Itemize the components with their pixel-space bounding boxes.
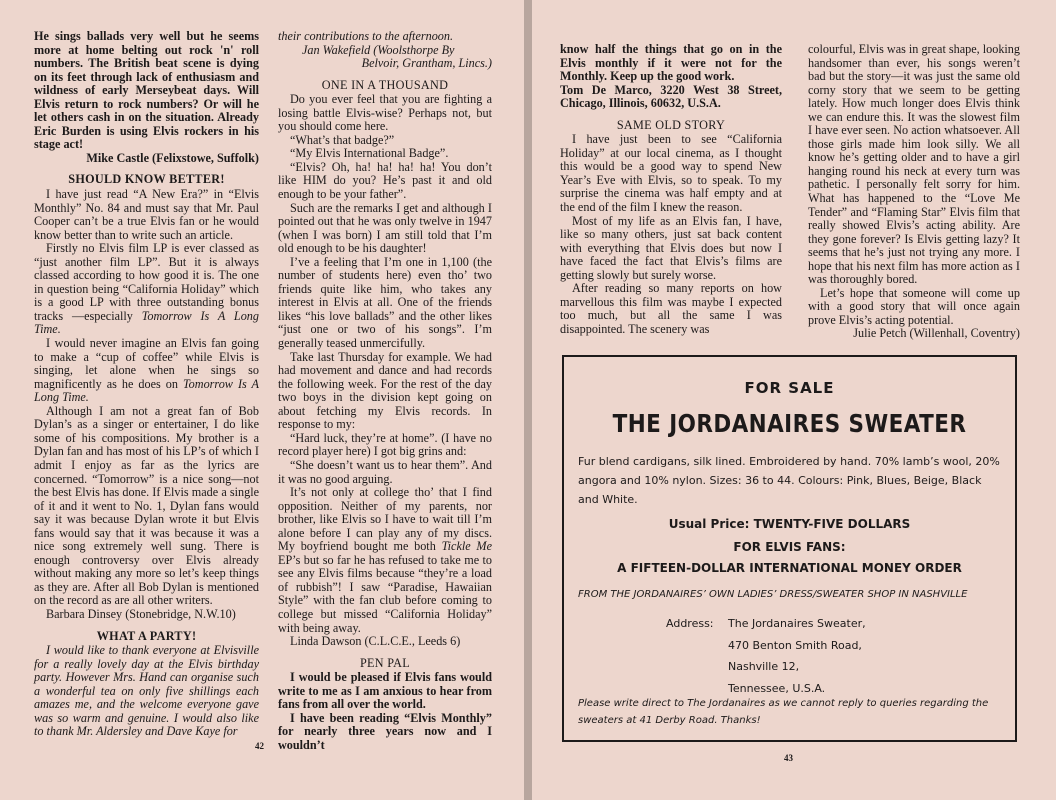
section-heading: PEN PAL <box>359 655 411 670</box>
ad-disclaimer: Please write direct to The Jordanaires as we cannot reply to queries regarding the sweaters at 41 Derby Road. Thanks! <box>578 698 989 726</box>
paragraph: Let’s hope that someone will come up with a good story that will once again prove Elvis’s acting potential. <box>808 285 1020 327</box>
paragraph: It’s not only at college tho’ that I find opposition. Neither of my parents, nor brother, like Elvis so I have to wait till I’m alone before I can play any of my discs. My boyfriend bought me both Tickle Me EP’s but so far he has refused to take me to see any Elvis films because “they’re a load of rubbish”! I saw “Paradise, Hawaiian Style” with the fan club before coming to college but missed “California Holiday” with being away. <box>278 485 492 635</box>
paragraph: I have been reading “Elvis Monthly” for nearly three years now and I wouldn’t <box>278 710 492 752</box>
ad-description: Fur blend cardigans, silk lined. Embroidered by hand. 70% lamb’s wool, 20% angora and 10% nylon. Sizes: 36 to 44. Colours: Pink, Blues, Beige, Black and White. <box>578 455 1000 506</box>
paragraph: know half the things that go on in the Elvis monthly if it were not for the Monthly. Keep up the good work. <box>560 42 782 84</box>
ad-offer: A FIFTEEN-DOLLAR INTERNATIONAL MONEY ORDER <box>617 561 962 575</box>
page-number: 43 <box>784 753 793 763</box>
page-number: 42 <box>255 741 264 751</box>
right-column-2 <box>808 43 1020 341</box>
letter-signature: Belvoir, Grantham, Lincs.) <box>361 56 492 71</box>
letter-signature: Julie Petch (Willenhall, Coventry) <box>853 326 1020 341</box>
paragraph: colourful, Elvis was in great shape, looking handsomer than ever, his songs weren’t bad but the story—it was just the same old corny story that we seem to be getting lately. How much longer does Elvis think we can endure this. It was the slowest film I have ever seen. No action whatsoever. All those girls made him look silly. We all know he’s getting older and to have a girl hanging round his neck at every turn was pathetic. I personally felt sorry for him. What has happened to the “Love Me Tender” and “Flaming Star” Elvis film that really showed Elvis’s acting ability. Are they gone forever? Is Elvis getting lazy? It seems that he’s just not trying any more. I hope that his next film has more action as I was thoroughly bored. <box>808 42 1020 287</box>
section-heading: ONE IN A THOUSAND <box>321 77 449 92</box>
letter-signature: Jan Wakefield (Woolsthorpe By <box>302 42 455 57</box>
paragraph: I would like to thank everyone at Elvisville for a really lovely day at the Elvis birthday party. However Mrs. Hand can organise such a wonderful tea on only five shillings each amazes me, and the welcome everyone gave was so warm and genuine. I would also like to thank Mr. Aldersley and Dave Kaye for <box>34 643 259 739</box>
paragraph: “She doesn’t want us to hear them”. And it was no good arguing. <box>278 457 492 486</box>
letter-intro-text: He sings ballads very well but he seems more at home belting out rock 'n' roll numbers. The British beat scene is dying on its feet through lack of enthusiasm and wildness of early Merseybeat days. Will Elvis return to rock numbers? Or will he let others cash in on the situation. Already Eric Burden is using Elvis rockers in his stage act! <box>34 29 259 152</box>
ad-address-line: 470 Benton Smith Road, <box>728 638 862 652</box>
paragraph: “Hard luck, they’re at home”. (I have no record player here) I got big grins and: <box>278 430 492 459</box>
paragraph: “Elvis? Oh, ha! ha! ha! ha! You don’t like HIM do you? He’s past it and old enough to be your father”. <box>278 159 492 202</box>
paragraph: “What’s that badge?” <box>290 132 395 147</box>
left-column-2 <box>278 30 492 752</box>
ad-address-label: Address: <box>666 617 714 630</box>
paragraph: Firstly no Elvis film LP is ever classed as “just another film LP”. But it is always classed according to how good it is. The one in question being “California Holiday” which is a good LP with three outstanding bonus tracks —especially Tomorrow Is A Long Time. <box>34 241 259 337</box>
right-column-1 <box>560 43 782 336</box>
paragraph: I have just been to see “California Holiday” at our local cinema, as I thought this would be a good way to spend New Year’s Eve with Elvis, so to speak. To my surprise the cinema was half empty and at the end of the film I knew the reason. <box>560 132 782 215</box>
section-heading: SHOULD KNOW BETTER! <box>68 172 225 187</box>
left-page <box>0 0 524 800</box>
letter-signature: Mike Castle (Felixstowe, Suffolk) <box>86 150 259 165</box>
binding-gutter <box>524 0 532 800</box>
paragraph: I have just read “A New Era?” in “Elvis Monthly” No. 84 and must say that Mr. Paul Cooper can’t be a true Elvis fan or he would know better than to write such an article. <box>34 187 259 242</box>
ad-shop: FROM THE JORDANAIRES’ OWN LADIES’ DRESS/SWEATER SHOP IN NASHVILLE <box>578 589 968 600</box>
ad-address-line: The Jordanaires Sweater, <box>728 617 866 630</box>
paragraph: I would be pleased if Elvis fans would write to me as I am anxious to hear from fans from all over the world. <box>278 670 492 712</box>
right-page <box>532 0 1056 800</box>
paragraph: After reading so many reports on how marvellous this film was maybe I expected too much, but all the same I was disappointed. The scenery was <box>560 281 782 336</box>
paragraph: Do you ever feel that you are fighting a losing battle Elvis-wise? Perhaps not, but you should come here. <box>278 92 492 134</box>
section-heading: SAME OLD STORY <box>616 117 726 132</box>
ad-address <box>666 613 866 699</box>
left-column-1 <box>34 30 259 739</box>
paragraph: Such are the remarks I get and although I pointed out that he was only twelve in 1947 (when I was born) I am still told that I’m old enough to be his daughter! <box>278 200 492 256</box>
ad-for-fans: FOR ELVIS FANS: <box>733 540 846 554</box>
ad-for-sale: FOR SALE <box>744 379 835 397</box>
ad-address-line: Tennessee, U.S.A. <box>728 681 826 695</box>
ad-address-line: Nashville 12, <box>728 660 800 673</box>
ad-usual-price: Usual Price: TWENTY-FIVE DOLLARS <box>668 517 911 531</box>
ad-headline: THE JORDANAIRES SWEATER <box>612 409 967 438</box>
paragraph: I would never imagine an Elvis fan going to make a “cup of coffee” while Elvis is singing, let alone when he sings so magnificently as he does on Tomorrow Is A Long Time. <box>34 336 259 405</box>
paragraph: their contributions to the afternoon. <box>278 29 454 43</box>
section-heading: WHAT A PARTY! <box>96 628 197 643</box>
paragraph: Take last Thursday for example. We had had movement and dance and had records the following week. For the rest of the day two boys in the division kept going on about fetching my Elvis records. In response to my: <box>278 349 492 432</box>
paragraph: I’ve a feeling that I’m one in 1,100 (the number of students here) even tho’ two friends quite like him, who takes any interest in Elvis at all. One of the friends likes “his love ballads” and the other likes “just one or two of his songs”. I’m generally teased unmercifully. <box>278 254 492 351</box>
letter-address: Tom De Marco, 3220 West 38 Street, Chicago, Illinois, 60632, U.S.A. <box>560 82 782 111</box>
paragraph: “My Elvis International Badge”. <box>290 146 449 161</box>
paragraph: Although I am not a great fan of Bob Dylan’s as a singer or entertainer, I do like some of his compositions. My brother is a Dylan fan and has most of his LP’s of which I admit I enjoy as far as the lyrics are concerned. “Tomorrow” is a nice song—not the best Elvis has done. If Elvis made a single of it and it went to No. 1, Dylan fans would say it was because Dylan wrote it but Elvis fans would say that it was because it was a nice song extremely well sung. There is enough controversy over Elvis already without making any more so let’s keep things as they are. After all Bob Dylan is mentioned on the record as are all other writers. <box>34 403 259 608</box>
advertisement-box <box>562 355 1017 742</box>
letter-signature: Barbara Dinsey (Stonebridge, N.W.10) <box>46 606 236 621</box>
letter-signature: Linda Dawson (C.L.C.E., Leeds 6) <box>290 634 461 649</box>
paragraph: Most of my life as an Elvis fan, I have, like so many others, just sat back content with everything that Elvis does but now I have faced the fact that Elvis’s films are getting slowly but surely worse. <box>560 213 782 282</box>
